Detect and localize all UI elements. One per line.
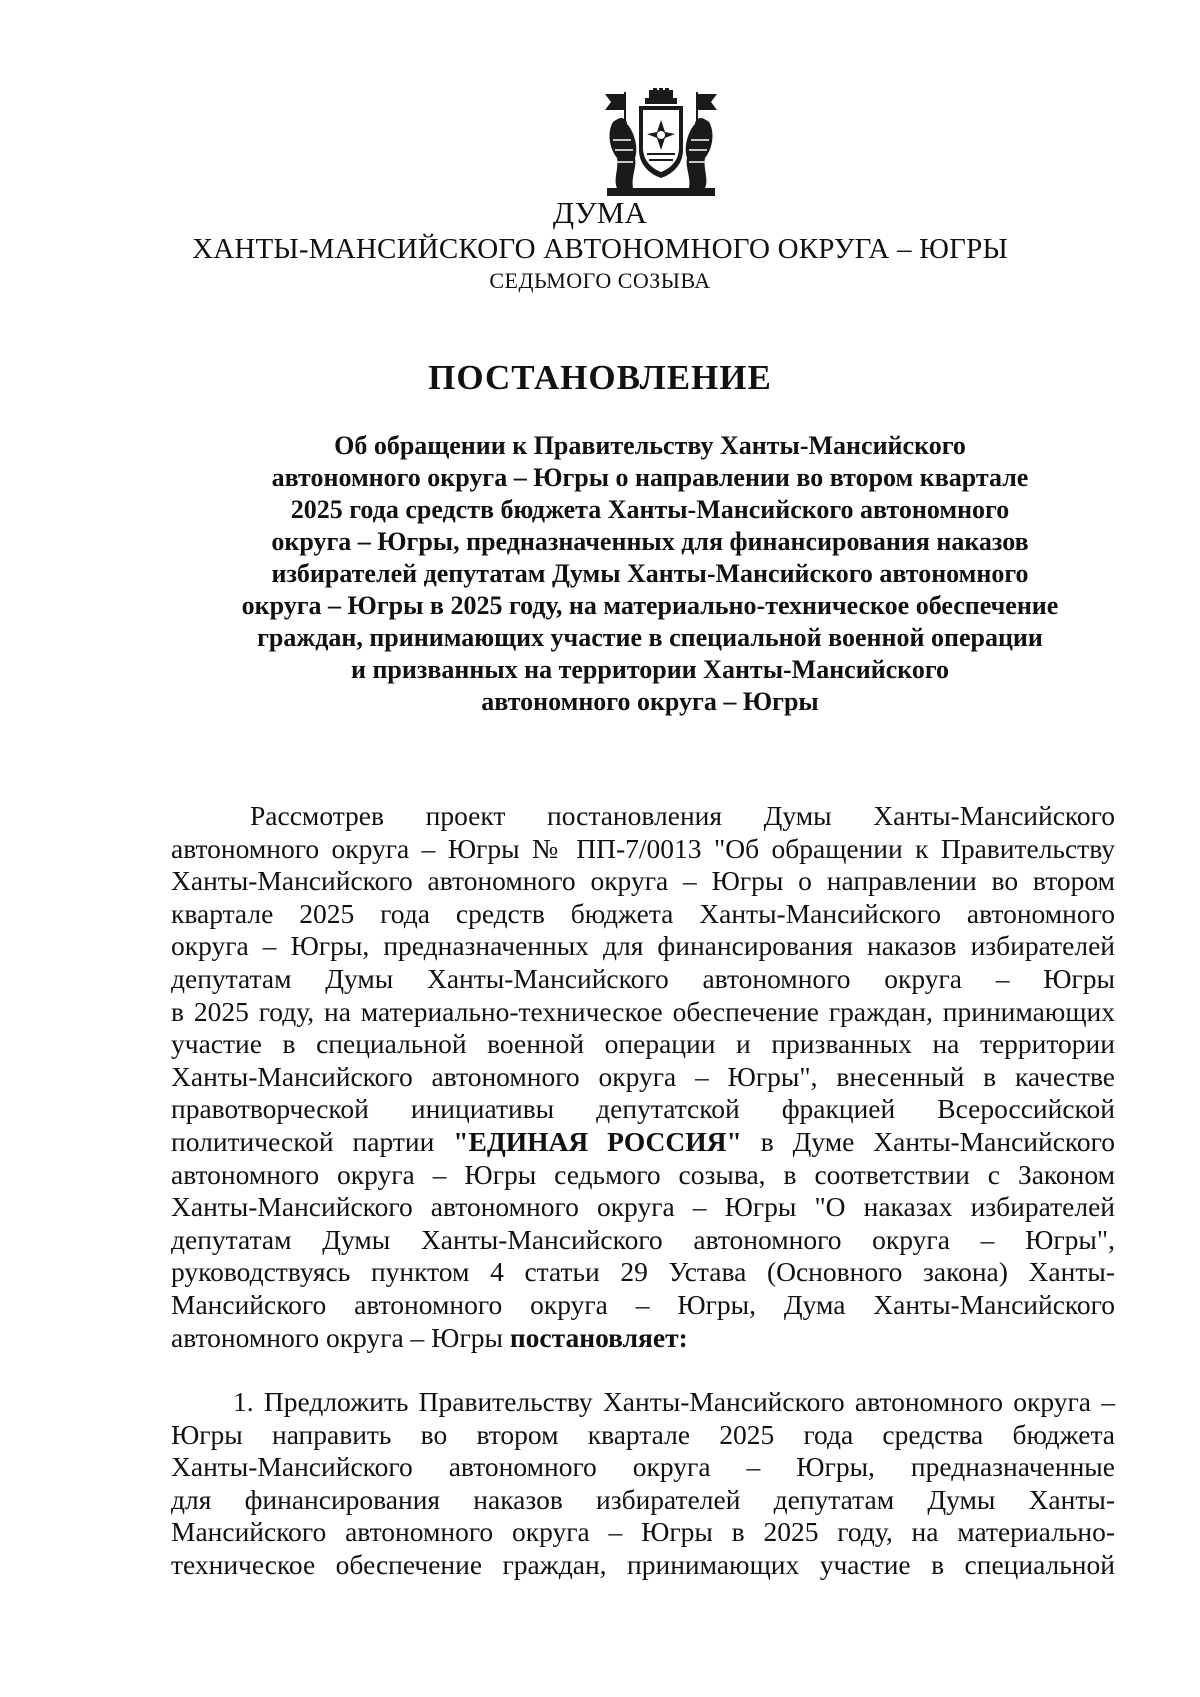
body-line: в 2025 году, на материально-техническое обеспечение граждан, принимающих [171, 995, 1115, 1027]
body-line: Ханты-Мансийского автономного округа – Югры "О наказах избирателей [171, 1191, 1115, 1223]
title-line: и призванных на территории Ханты-Мансийского [350, 655, 950, 684]
title-line: Об обращении к Правительству Ханты-Мансийского [334, 431, 966, 460]
body-line: Рассмотрев проект постановления Думы Ханты-Мансийского [250, 800, 1115, 831]
convocation-label: СЕДЬМОГО СОЗЫВА [489, 268, 711, 293]
party-line [171, 1126, 1115, 1159]
body-line: Ханты-Мансийского автономного округа – Югры о направлении во втором [171, 865, 1115, 897]
body-line: депутатам Думы Ханты-Мансийского автономного округа – Югры [171, 962, 1115, 994]
body-line: правотворческой инициативы депутатской фракцией Всероссийской [171, 1093, 1115, 1125]
organization-name: ДУМА [552, 195, 648, 230]
crown-shape [645, 88, 677, 104]
title-line: округа – Югры, предназначенных для финансирования наказов [271, 527, 1029, 556]
left-sable-shape [610, 118, 637, 188]
party-name: "ЕДИНАЯ РОССИЯ" [453, 1125, 742, 1157]
body-line: квартале 2025 года средств бюджета Ханты-Мансийского автономного [171, 897, 1115, 929]
title-line: округа – Югры в 2025 году, на материально-техническое обеспечение [241, 591, 1059, 620]
body-line: Мансийского автономного округа – Югры, Дума Ханты-Мансийского [171, 1288, 1115, 1320]
central-shield-shape [639, 106, 683, 178]
body-line: участие в специальной военной операции и призванных на территории [171, 1028, 1115, 1060]
preamble-paragraph [171, 800, 1115, 1354]
final-line-start: автономного округа – Югры [171, 1321, 510, 1353]
body-line: автономного округа – Югры седьмого созыва, в соответствии с Законом [171, 1158, 1115, 1190]
body-line: Ханты-Мансийского автономного округа – Югры, предназначенные [171, 1451, 1115, 1483]
document-type-heading: ПОСТАНОВЛЕНИЕ [428, 358, 772, 397]
title-line: избирателей депутатам Думы Ханты-Мансийского автономного [271, 559, 1029, 588]
body-line: техническое обеспечение граждан, принимающих участие в специальной [171, 1548, 1115, 1580]
title-line: автономного округа – Югры [481, 687, 819, 716]
body-line: руководствуясь пунктом 4 статьи 29 Устава (Основного закона) Ханты- [171, 1256, 1115, 1288]
body-line: депутатам Думы Ханты-Мансийского автономного округа – Югры", [171, 1223, 1115, 1255]
party-line-before: политической партии [171, 1125, 454, 1157]
right-sable-shape [686, 118, 713, 188]
party-line-after: в Думе Ханты-Мансийского [741, 1125, 1115, 1157]
item-1-paragraph [171, 1386, 1115, 1582]
body-line: Югры направить во втором квартале 2025 года средства бюджета [171, 1418, 1115, 1450]
resolution-line [171, 1322, 1115, 1355]
region-name: ХАНТЫ-МАНСИЙСКОГО АВТОНОМНОГО ОКРУГА – ЮГРЫ [192, 233, 1008, 265]
title-line: автономного округа – Югры о направлении во втором квартале [271, 463, 1029, 492]
title-line: 2025 года средств бюджета Ханты-Мансийского автономного [290, 495, 1010, 524]
resolves-keyword: постановляет: [509, 1321, 688, 1353]
body-line: округа – Югры, предназначенных для финансирования наказов избирателей [171, 930, 1115, 962]
body-line: 1. Предложить Правительству Ханты-Мансийского автономного округа – [233, 1386, 1115, 1417]
document-title [190, 430, 1110, 718]
body-line: Ханты-Мансийского автономного округа – Югры", внесенный в качестве [171, 1060, 1115, 1092]
body-line: автономного округа – Югры № ПП-7/0013 "Об обращении к Правительству [171, 832, 1115, 864]
body-line: для финансирования наказов избирателей депутатам Думы Ханты- [171, 1483, 1115, 1515]
coat-of-arms-emblem [603, 88, 719, 200]
title-line: граждан, принимающих участие в специальной военной операции [257, 623, 1043, 652]
body-line: Мансийского автономного округа – Югры в 2025 году, на материально- [171, 1516, 1115, 1548]
